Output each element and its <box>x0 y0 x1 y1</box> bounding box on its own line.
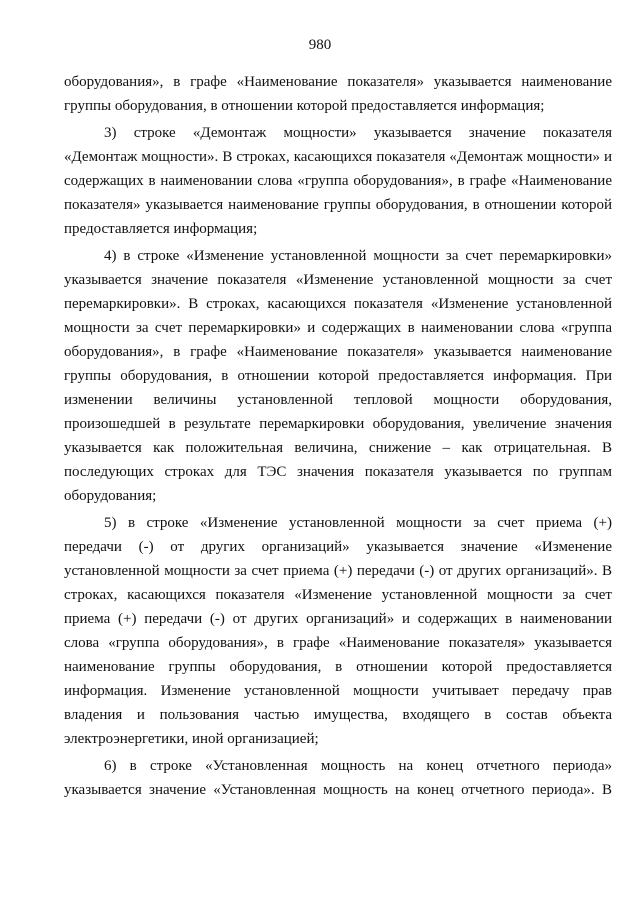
text-line: 5) в строке «Изменение установленной мощности за счет приема (+) <box>104 515 612 531</box>
text-line: произошедшей в результате перемаркировки оборудования, увеличение значения <box>64 416 612 432</box>
text-line: содержащих в наименовании слова «группа оборудования», в графе «Наименование <box>64 173 612 189</box>
paragraph <box>64 754 612 802</box>
paragraph <box>64 511 612 751</box>
text-line: 4) в строке «Изменение установленной мощности за счет перемаркировки» <box>104 248 612 264</box>
text-line: 6) в строке «Установленная мощность на конец отчетного периода» <box>104 758 612 774</box>
text-line: группы оборудования, в отношении которой предоставляется информация; <box>64 98 545 114</box>
text-line: перемаркировки». В строках, касающихся показателя «Изменение установленной <box>64 296 612 312</box>
page-number: 980 <box>308 37 332 53</box>
text-line: последующих строках для ТЭС значения показателя указывается по группам <box>64 464 612 480</box>
paragraph <box>64 70 612 118</box>
text-line: передачи (-) от других организаций» указывается значение «Изменение <box>64 539 612 555</box>
text-line: оборудования; <box>64 488 157 504</box>
text-line: электроэнергетики, иной организацией; <box>64 731 319 747</box>
text-line: указывается как положительная величина, снижение – как отрицательная. В <box>64 440 612 456</box>
text-line: указывается значение «Установленная мощность на конец отчетного периода». В <box>64 782 612 798</box>
text-line: оборудования», в графе «Наименование показателя» указывается наименование <box>64 74 612 90</box>
text-line: предоставляется информация; <box>64 221 258 237</box>
text-line: группы оборудования, в отношении которой предоставляется информация. При <box>64 368 612 384</box>
text-line: указывается значение показателя «Изменение установленной мощности за счет <box>64 272 612 288</box>
text-line: строках, касающихся показателя «Изменение установленной мощности за счет <box>64 587 612 603</box>
text-line: мощности за счет перемаркировки» и содержащих в наименовании слова «группа <box>64 320 612 336</box>
text-line: установленной мощности за счет приема (+) передачи (-) от других организаций». В <box>64 563 612 579</box>
text-line: владения и пользования частью имущества, входящего в состав объекта <box>64 707 612 723</box>
text-line: информация. Изменение установленной мощности учитывает передачу прав <box>64 683 612 699</box>
text-line: показателя» указывается наименование группы оборудования, в отношении которой <box>64 197 612 213</box>
text-line: 3) строке «Демонтаж мощности» указывается значение показателя <box>104 125 612 141</box>
text-line: наименование группы оборудования, в отношении которой предоставляется <box>64 659 612 675</box>
text-line: изменении величины установленной тепловой мощности оборудования, <box>64 392 612 408</box>
body-text <box>64 70 612 802</box>
paragraph <box>64 121 612 241</box>
text-line: «Демонтаж мощности». В строках, касающихся показателя «Демонтаж мощности» и <box>64 149 612 165</box>
paragraph <box>64 244 612 508</box>
text-line: слова «группа оборудования», в графе «Наименование показателя» указывается <box>64 635 612 651</box>
text-line: приема (+) передачи (-) от других организаций» и содержащих в наименовании <box>64 611 612 627</box>
text-line: оборудования», в графе «Наименование показателя» указывается наименование <box>64 344 612 360</box>
